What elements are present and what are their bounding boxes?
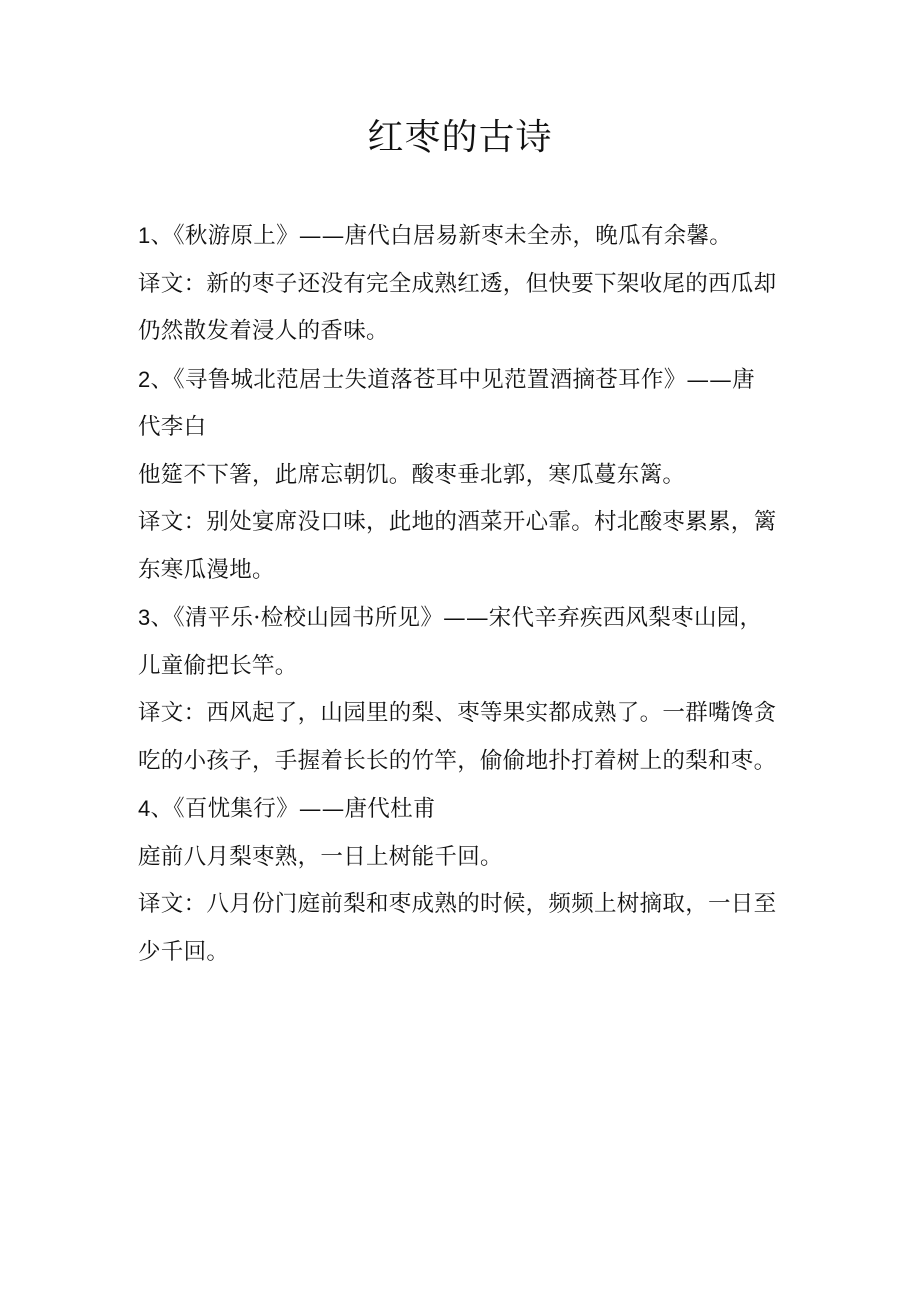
text-line bbox=[138, 690, 818, 738]
text-line bbox=[138, 594, 818, 643]
line-text: 、《清平乐·检校山园书所见》——宋代辛弃疾西风梨枣山园， bbox=[150, 605, 763, 631]
document-body bbox=[138, 212, 818, 976]
text-line bbox=[138, 785, 818, 834]
line-text: 译文：新的枣子还没有完全成熟红透，但快要下架收尾的西瓜却 bbox=[138, 270, 777, 297]
line-text: 东寒瓜漫地。 bbox=[138, 556, 275, 583]
line-text: 、《百忧集行》——唐代杜甫 bbox=[150, 796, 436, 822]
text-line bbox=[138, 834, 818, 882]
line-text: 庭前八月梨枣熟，一日上树能千回。 bbox=[138, 843, 503, 870]
text-line bbox=[138, 547, 818, 595]
text-line bbox=[138, 212, 818, 261]
line-text: 代李白 bbox=[138, 414, 207, 440]
text-line bbox=[138, 499, 818, 547]
text-line bbox=[138, 356, 818, 405]
line-text: 他筵不下箸，此席忘朝饥。酸枣垂北郭，寒瓜蔓东篱。 bbox=[138, 461, 686, 488]
text-line bbox=[138, 404, 818, 452]
line-text: 译文：别处宴席没口味，此地的酒菜开心霏。村北酸枣累累，篱 bbox=[138, 509, 777, 535]
line-text: 儿童偷把长竿。 bbox=[138, 652, 298, 679]
text-line bbox=[138, 261, 818, 309]
item-number: 1 bbox=[138, 223, 151, 248]
text-line bbox=[138, 308, 818, 356]
item-number: 2 bbox=[138, 366, 151, 392]
line-text: 译文：西风起了，山园里的梨、枣等果实都成熟了。一群嘴馋贪 bbox=[138, 700, 777, 726]
text-line bbox=[138, 881, 818, 929]
line-text: 吃的小孩子，手握着长长的竹竿，偷偷地扑打着树上的梨和枣。 bbox=[138, 747, 777, 774]
line-text: 译文：八月份门庭前梨和枣成熟的时候，频频上树摘取，一日至 bbox=[138, 891, 777, 917]
text-line bbox=[138, 929, 818, 977]
text-line bbox=[138, 452, 818, 500]
document-title: 红枣的古诗 bbox=[367, 117, 553, 158]
text-line bbox=[138, 738, 818, 786]
line-text: 、《寻鲁城北范居士失道落苍耳中见范置酒摘苍耳作》——唐 bbox=[150, 366, 755, 393]
item-number: 4 bbox=[138, 796, 151, 821]
line-text: 、《秋游原上》——唐代白居易新枣未全赤，晚瓜有余馨。 bbox=[150, 223, 733, 249]
line-text: 少千回。 bbox=[138, 938, 230, 965]
line-text: 仍然散发着浸人的香味。 bbox=[138, 318, 389, 344]
item-number: 3 bbox=[138, 605, 151, 630]
text-line bbox=[138, 643, 818, 691]
